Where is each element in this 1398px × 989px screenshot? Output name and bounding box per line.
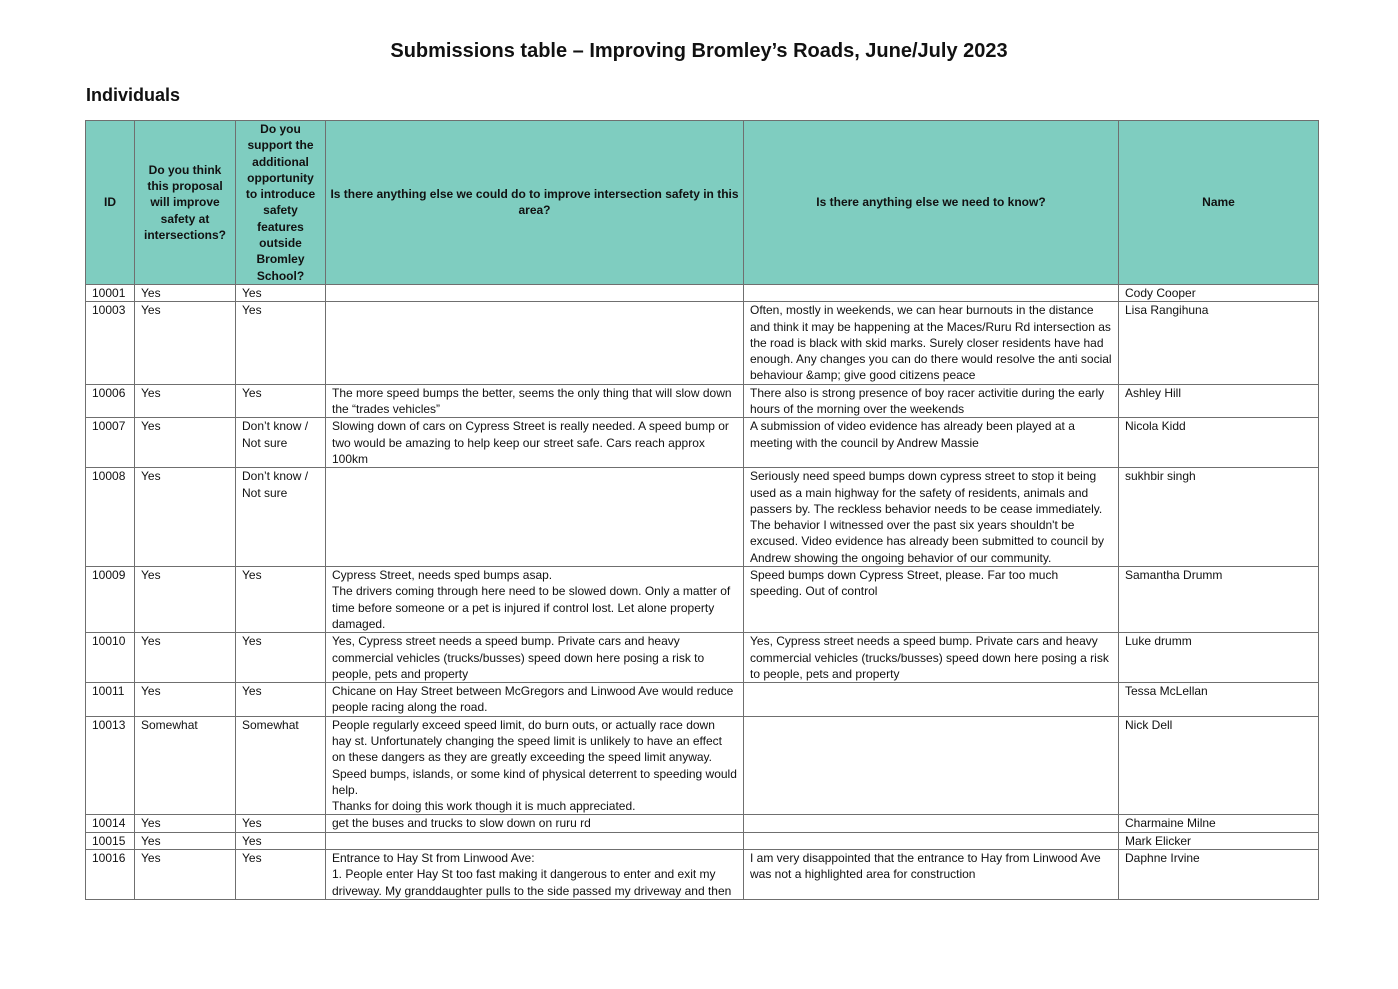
cell-name: Nick Dell: [1119, 716, 1319, 815]
cell-anything-else-know: There also is strong presence of boy racer activitie during the early hours of the morning over the weekends: [744, 384, 1119, 418]
cell-support-school-features: Don’t know / Not sure: [236, 468, 326, 567]
cell-anything-else-know: A submission of video evidence has already been played at a meeting with the council by Andrew Massie: [744, 418, 1119, 468]
cell-anything-else-know: Speed bumps down Cypress Street, please. Far too much speeding. Out of control: [744, 567, 1119, 633]
cell-improve-safety: Yes: [135, 683, 236, 717]
table-row: [86, 384, 1319, 418]
cell-anything-else-know: [744, 716, 1119, 815]
header-support-school-features: Do you support the additional opportunity to introduce safety features outside Bromley School?: [236, 121, 326, 285]
submissions-table: [85, 120, 1319, 900]
table-row: [86, 468, 1319, 567]
header-name: Name: [1119, 121, 1319, 285]
cell-anything-else-know: [744, 815, 1119, 832]
cell-improve-safety: Yes: [135, 302, 236, 384]
cell-id: 10006: [86, 384, 135, 418]
table-row: [86, 716, 1319, 815]
cell-name: Daphne Irvine: [1119, 850, 1319, 900]
cell-support-school-features: Yes: [236, 815, 326, 832]
cell-support-school-features: Yes: [236, 384, 326, 418]
cell-anything-else-safety: Entrance to Hay St from Linwood Ave: 1. People enter Hay St too fast making it dangerous to enter and exit my driveway. My granddaughter pulls to the side passed my driveway and then: [326, 850, 744, 900]
table-row: [86, 832, 1319, 849]
section-heading-individuals: Individuals: [86, 85, 181, 105]
page-title: Submissions table – Improving Bromley’s Roads, June/July 2023: [390, 40, 1008, 62]
table-header-row: [86, 121, 1319, 285]
cell-support-school-features: Yes: [236, 850, 326, 900]
cell-id: 10003: [86, 302, 135, 384]
header-id: ID: [86, 121, 135, 285]
cell-anything-else-know: Yes, Cypress street needs a speed bump. Private cars and heavy commercial vehicles (trucks/busses) speed down here posing a risk to people, pets and property: [744, 633, 1119, 683]
cell-support-school-features: Somewhat: [236, 716, 326, 815]
cell-anything-else-safety: get the buses and trucks to slow down on ruru rd: [326, 815, 744, 832]
cell-anything-else-know: [744, 284, 1119, 301]
table-row: [86, 683, 1319, 717]
cell-id: 10008: [86, 468, 135, 567]
cell-id: 10009: [86, 567, 135, 633]
cell-name: Ashley Hill: [1119, 384, 1319, 418]
cell-improve-safety: Yes: [135, 284, 236, 301]
cell-name: Charmaine Milne: [1119, 815, 1319, 832]
cell-improve-safety: Yes: [135, 850, 236, 900]
cell-anything-else-know: [744, 832, 1119, 849]
cell-anything-else-safety: Chicane on Hay Street between McGregors and Linwood Ave would reduce people racing along the road.: [326, 683, 744, 717]
table-row: [86, 418, 1319, 468]
cell-id: 10007: [86, 418, 135, 468]
cell-id: 10001: [86, 284, 135, 301]
cell-anything-else-know: [744, 683, 1119, 717]
cell-anything-else-safety: Cypress Street, needs sped bumps asap. The drivers coming through here need to be slowed down. Only a matter of time before someone or a pet is injured if control lost. Let alone property damaged.: [326, 567, 744, 633]
cell-improve-safety: Yes: [135, 468, 236, 567]
cell-id: 10013: [86, 716, 135, 815]
cell-support-school-features: Yes: [236, 567, 326, 633]
cell-anything-else-know: Seriously need speed bumps down cypress street to stop it being used as a main highway for the safety of residents, animals and passers by. The reckless behavior needs to be cease immediately. The behavior I witnessed over the past six years shouldn't be excused. Video evidence has already been submitted to council by Andrew showing the ongoing behavior of our community.: [744, 468, 1119, 567]
cell-id: 10011: [86, 683, 135, 717]
cell-id: 10010: [86, 633, 135, 683]
table-row: [86, 815, 1319, 832]
cell-anything-else-safety: [326, 468, 744, 567]
cell-anything-else-safety: Yes, Cypress street needs a speed bump. Private cars and heavy commercial vehicles (trucks/busses) speed down here posing a risk to people, pets and property: [326, 633, 744, 683]
cell-name: Nicola Kidd: [1119, 418, 1319, 468]
cell-anything-else-know: I am very disappointed that the entrance to Hay from Linwood Ave was not a highlighted area for construction: [744, 850, 1119, 900]
header-improve-safety: Do you think this proposal will improve safety at intersections?: [135, 121, 236, 285]
cell-support-school-features: Yes: [236, 302, 326, 384]
cell-anything-else-safety: Slowing down of cars on Cypress Street is really needed. A speed bump or two would be amazing to help keep our street safe. Cars reach approx 100km: [326, 418, 744, 468]
cell-name: Luke drumm: [1119, 633, 1319, 683]
cell-anything-else-know: Often, mostly in weekends, we can hear burnouts in the distance and think it may be happening at the Maces/Ruru Rd intersection as the road is black with skid marks. Surely closer residents have had enough. Any changes you can do there would resolve the anti social behaviour &amp; give good citizens peace: [744, 302, 1119, 384]
table-row: [86, 302, 1319, 384]
cell-id: 10014: [86, 815, 135, 832]
table-row: [86, 567, 1319, 633]
cell-anything-else-safety: [326, 302, 744, 384]
cell-id: 10015: [86, 832, 135, 849]
header-anything-else-know: Is there anything else we need to know?: [744, 121, 1119, 285]
cell-improve-safety: Yes: [135, 567, 236, 633]
cell-support-school-features: Yes: [236, 633, 326, 683]
cell-support-school-features: Yes: [236, 832, 326, 849]
cell-name: Tessa McLellan: [1119, 683, 1319, 717]
cell-name: sukhbir singh: [1119, 468, 1319, 567]
table-row: [86, 850, 1319, 900]
cell-anything-else-safety: The more speed bumps the better, seems the only thing that will slow down the “trades vehicles”: [326, 384, 744, 418]
cell-improve-safety: Somewhat: [135, 716, 236, 815]
cell-improve-safety: Yes: [135, 815, 236, 832]
cell-anything-else-safety: [326, 284, 744, 301]
cell-name: Samantha Drumm: [1119, 567, 1319, 633]
cell-improve-safety: Yes: [135, 832, 236, 849]
cell-support-school-features: Yes: [236, 284, 326, 301]
cell-name: Lisa Rangihuna: [1119, 302, 1319, 384]
cell-anything-else-safety: People regularly exceed speed limit, do burn outs, or actually race down hay st. Unfortunately changing the speed limit is unlikely to have an effect on these dangers as they are greatly exceeding the speed limit anyway. Speed bumps, islands, or some kind of physical deterrent to speeding would help. Thanks for doing this work though it is much appreciated.: [326, 716, 744, 815]
cell-improve-safety: Yes: [135, 384, 236, 418]
cell-anything-else-safety: [326, 832, 744, 849]
cell-id: 10016: [86, 850, 135, 900]
cell-name: Mark Elicker: [1119, 832, 1319, 849]
cell-support-school-features: Don’t know / Not sure: [236, 418, 326, 468]
cell-improve-safety: Yes: [135, 418, 236, 468]
cell-support-school-features: Yes: [236, 683, 326, 717]
header-anything-else-safety: Is there anything else we could do to improve intersection safety in this area?: [326, 121, 744, 285]
cell-improve-safety: Yes: [135, 633, 236, 683]
table-row: [86, 633, 1319, 683]
cell-name: Cody Cooper: [1119, 284, 1319, 301]
table-row: [86, 284, 1319, 301]
